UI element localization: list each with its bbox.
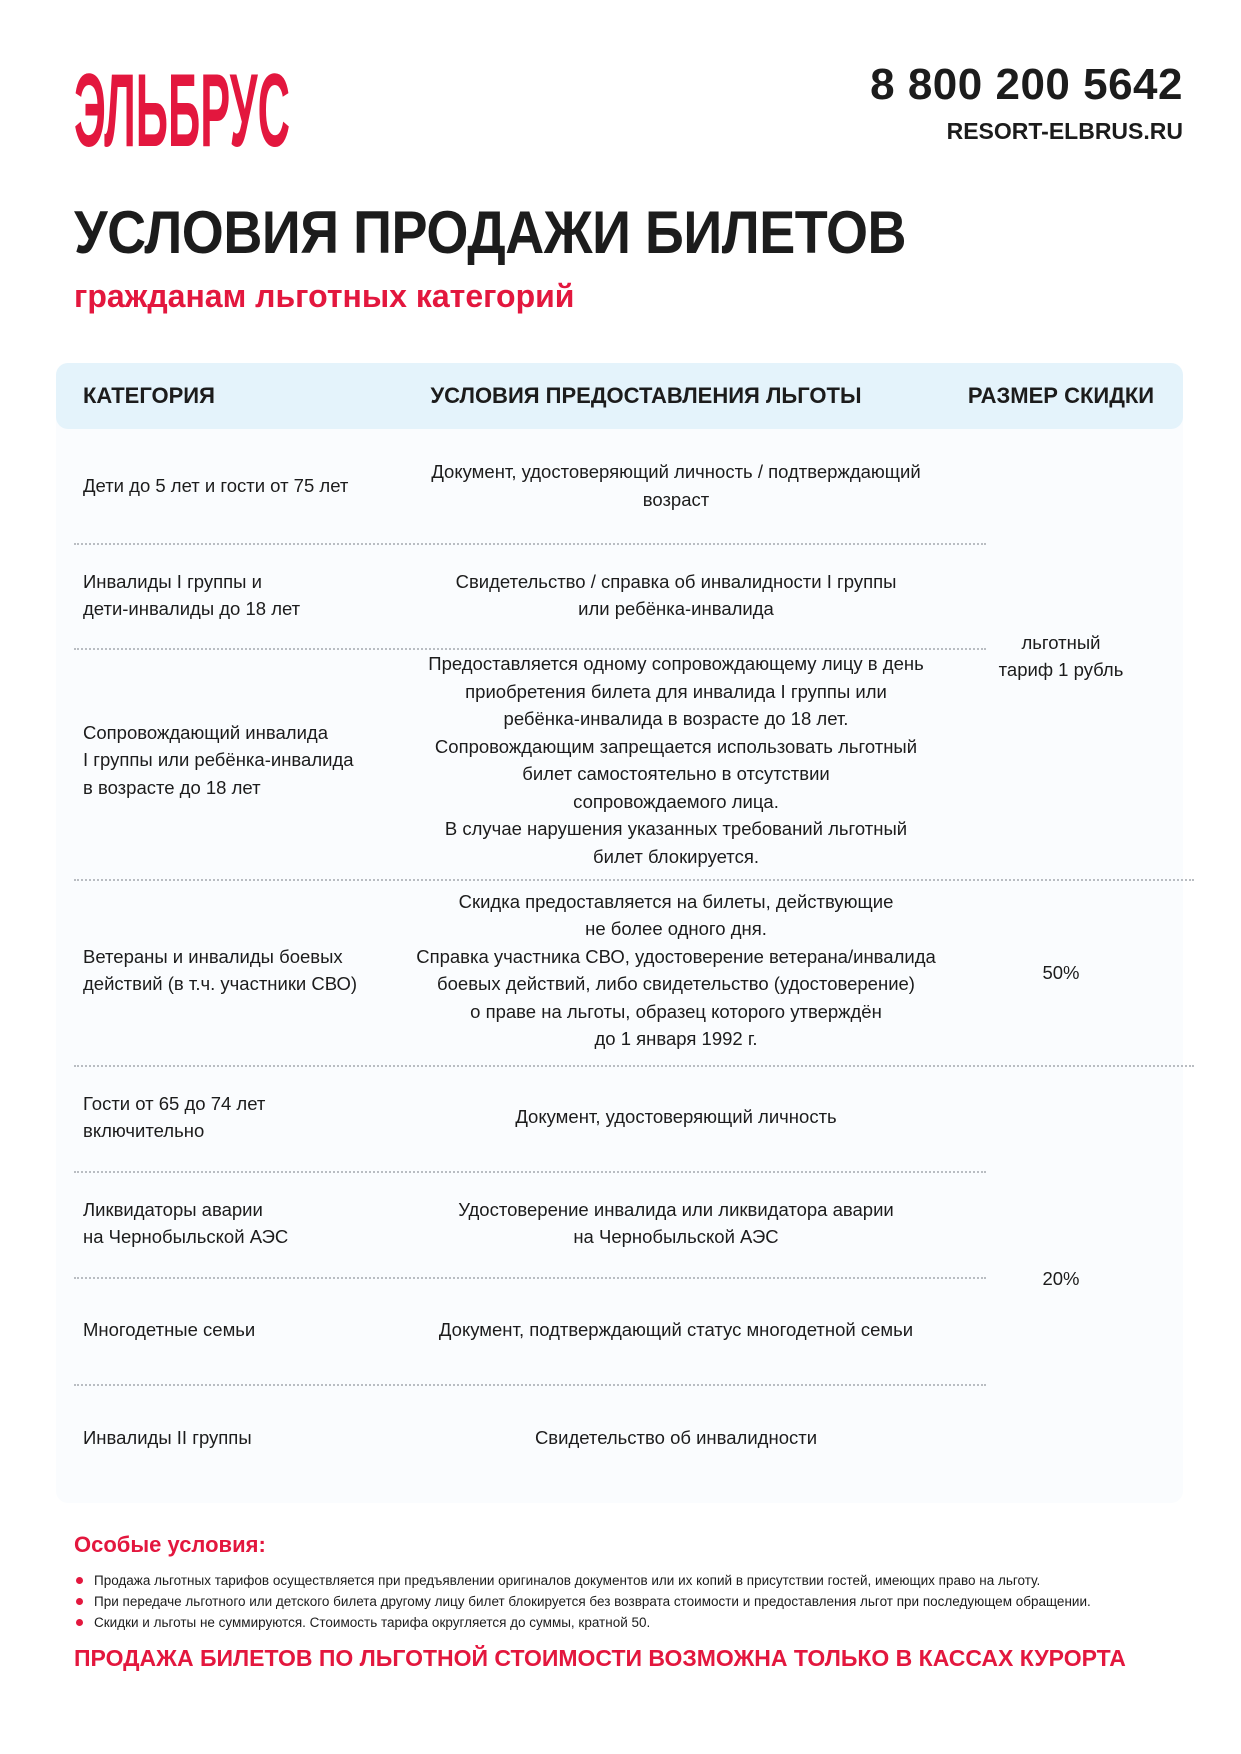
table-row-category: Гости от 65 до 74 лет включительно	[83, 1092, 266, 1141]
page-subtitle: гражданам льготных категорий	[74, 278, 575, 314]
header-conditions: УСЛОВИЯ ПРЕДОСТАВЛЕНИЯ ЛЬГОТЫ	[430, 383, 862, 408]
table-row-category: Инвалиды I группы и дети-инвалиды до 18 лет	[83, 570, 301, 619]
table-row-condition: Свидетельство об инвалидности	[534, 1427, 818, 1449]
table-row-category: Инвалиды II группы	[83, 1427, 252, 1449]
table-row-category: Ветераны и инвалиды боевых действий (в т.ч. участники СВО)	[83, 945, 358, 994]
table-row-category: Сопровождающий инвалида I группы или ребёнка-инвалида в возрасте до 18 лет	[83, 721, 354, 798]
page-title: УСЛОВИЯ ПРОДАЖИ БИЛЕТОВ	[74, 199, 907, 266]
table-row-condition: Удостоверение инвалида или ликвидатора аварии на Чернобыльской АЭС	[458, 1198, 894, 1247]
website-link[interactable]: RESORT-ELBRUS.RU	[946, 118, 1183, 144]
discount-value: 20%	[1042, 1267, 1080, 1289]
svg-text:ЭЛЬБРУС: ЭЛЬБРУС	[74, 53, 290, 169]
table-row-condition: Свидетельство / справка об инвалидности I группы или ребёнка-инвалида	[455, 570, 897, 619]
table-row-condition: Документ, удостоверяющий личность	[515, 1106, 837, 1128]
footer-notice: ПРОДАЖА БИЛЕТОВ ПО ЛЬГОТНОЙ СТОИМОСТИ ВОЗМОЖНА ТОЛЬКО В КАССАХ КУРОРТА	[74, 1645, 1126, 1671]
list-item: Продажа льготных тарифов осуществляется при предъявлении оригиналов документов или их копий в присутствии гостей, имеющих право на льготу.	[74, 1570, 1174, 1591]
header-category: КАТЕГОРИЯ	[83, 383, 215, 408]
special-conditions-list	[74, 1570, 1174, 1633]
table-row-condition: Документ, подтверждающий статус многодетной семьи	[438, 1319, 914, 1341]
table-row-category: Ликвидаторы аварии на Чернобыльской АЭС	[83, 1198, 289, 1247]
bullet-icon	[76, 1619, 83, 1626]
list-item: Скидки и льготы не суммируются. Стоимость тарифа округляется до суммы, кратной 50.	[74, 1612, 1174, 1633]
brand-logo	[74, 53, 290, 169]
table-row-category: Многодетные семьи	[83, 1319, 256, 1341]
table-row-condition: Документ, удостоверяющий личность / подтверждающий возраст	[431, 461, 921, 510]
header-discount: РАЗМЕР СКИДКИ	[967, 383, 1155, 408]
table-row-condition: Предоставляется одному сопровождающему лицу в день приобретения билета для инвалида I группы или ребёнка-инвалида в возрасте до 18 лет. Сопровождающим запрещается использовать льготный билет самостоятельно в отсутствии сопровождаемого лица. В случае нарушения указанных требований льготный билет блокируется.	[428, 653, 924, 867]
list-item: При передаче льготного или детского билета другому лицу билет блокируется без возврата стоимости и предоставления льгот при последующем обращении.	[74, 1591, 1174, 1612]
bullet-icon	[76, 1577, 83, 1584]
table-row-category: Дети до 5 лет и гости от 75 лет	[83, 474, 349, 496]
benefits-table	[56, 363, 1183, 1503]
discount-value: льготный тариф 1 рубль	[998, 631, 1124, 680]
special-conditions-title: Особые условия:	[74, 1532, 266, 1557]
phone-number[interactable]: 8 800 200 5642	[870, 60, 1183, 109]
table-row-condition: Скидка предоставляется на билеты, действующие не более одного дня. Справка участника СВО, удостоверение ветерана/инвалида боевых действий, либо свидетельство (удостоверение) о праве на льготы, образец которого утверждён до 1 января 1992 г.	[416, 890, 936, 1049]
table-header	[56, 363, 1183, 429]
discount-value: 50%	[1042, 962, 1080, 984]
elbrus-logo-icon	[74, 53, 290, 169]
bullet-icon	[76, 1598, 83, 1605]
